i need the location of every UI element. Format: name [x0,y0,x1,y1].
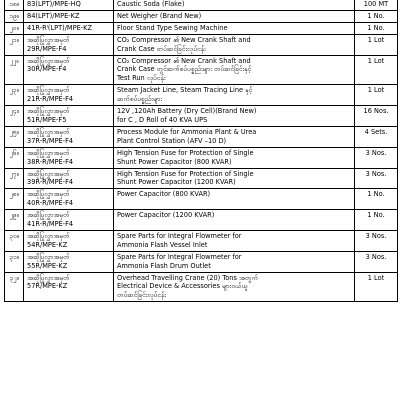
quantity-cell: 3 Nos. [355,168,398,189]
reference-line: အဆိုပြုလွှာအမှတ် [27,35,70,44]
reference-line: အဆိုပြုလွှာအမှတ် [27,190,70,199]
description-cell [114,10,355,22]
reference-cell [24,126,114,147]
reference-line: အဆိုပြုလွှာအမှတ် [27,211,70,220]
reference-line: အဆိုပြုလွှာအမှတ် [27,86,70,95]
description-line: Overhead Travelling Crane (20) Tons အတွက် [117,273,258,282]
item-number: ၁၉။ [5,10,24,22]
reference-line: 37R-R/MPE-F4 [27,136,74,145]
reference-line: အဆိုပြုလွှာအမှတ် [27,127,70,136]
table-row [5,0,398,10]
reference-line: အဆိုပြုလွှာအမှတ် [27,252,70,261]
item-number: ၂၉။ [5,210,24,231]
description-line: Spare Parts for Integral Flowmeter for [117,231,242,240]
quantity-cell: 3 Nos. [355,147,398,168]
table-row [5,55,398,85]
reference-line: 40R-R/MPE-F4 [27,199,74,208]
description-line: CO₂ Compressor ၏ New Crank Shaft and [117,56,251,65]
quantity-cell: 1 No. [355,22,398,34]
item-number: ၂၂။ [5,55,24,85]
reference-line: အဆိုပြုလွှာအမှတ် [27,148,70,157]
tender-items-body [5,0,398,302]
reference-cell [24,147,114,168]
table-row [5,272,398,302]
reference-line: အဆိုပြုလွှာအမှတ် [27,231,70,240]
quantity-cell: 1 Lot [355,34,398,55]
table-row [5,230,398,251]
item-number: ၃၂။ [5,272,24,302]
quantity-cell: 3 Nos. [355,230,398,251]
item-number: ၂၅။ [5,126,24,147]
description-cell [114,0,355,10]
table-row [5,168,398,189]
table-row [5,22,398,34]
reference-cell [24,230,114,251]
description-cell [114,189,355,210]
quantity-cell: 4 Sets. [355,126,398,147]
reference-cell [24,210,114,231]
reference-line: 41R-Rᴵ(LPT)/MPE-KZ [27,23,92,32]
item-number: ၂၁။ [5,34,24,55]
description-line: Net Weigher (Brand New) [117,11,202,20]
description-line: တပ်ဆင်ခြင်းလုပ်ငန်း [117,291,167,300]
description-cell [114,147,355,168]
table-row [5,210,398,231]
quantity-cell: 3 Nos. [355,251,398,272]
description-line: Floor Stand Type Sewing Machine [117,23,228,32]
table-row [5,189,398,210]
reference-cell [24,22,114,34]
item-number: ၃၀။ [5,230,24,251]
reference-line: 83(LPT)/MPE-HQ [27,0,81,8]
description-line: Ammonia Flash Drum Outlet [117,261,211,270]
item-number: ၂၄။ [5,106,24,127]
reference-cell [24,0,114,10]
reference-line: 30R/MPE-F4 [27,65,67,74]
reference-line: 55R/MPE-KZ [27,261,68,270]
description-line: ဆက်စပ်ပစ္စည်းများ [117,95,163,104]
description-line: Test Run လုပ်ငန်း [117,74,166,83]
table-row [5,85,398,106]
description-line: Power Capacitor (1200 KVAR) [117,211,215,220]
reference-line: 51R/MPE-F5 [27,115,67,124]
item-number: ၁၈။ [5,0,24,10]
table-row [5,251,398,272]
reference-cell [24,272,114,302]
reference-line: 41R-R/MPE-F4 [27,220,74,229]
item-number: ၂၈။ [5,189,24,210]
reference-cell [24,55,114,85]
reference-cell [24,34,114,55]
description-cell [114,251,355,272]
description-cell [114,55,355,85]
description-cell [114,230,355,251]
quantity-cell: 1 Lot [355,85,398,106]
description-line: Electrical Device & Accessories များဝယ်ယူ [117,282,248,291]
quantity-cell: 1 No. [355,10,398,22]
description-cell [114,272,355,302]
reference-cell [24,106,114,127]
reference-cell [24,10,114,22]
reference-cell [24,189,114,210]
item-number: ၂၃။ [5,85,24,106]
description-line: High Tension Fuse for Protection of Single [117,169,254,178]
description-cell [114,85,355,106]
description-line: Steam Jacket Line, Steam Tracing Line နှင့် [117,86,253,95]
item-number: ၃၁။ [5,251,24,272]
item-number: ၂၀။ [5,22,24,34]
description-line: High Tension Fuse for Protection of Single [117,148,254,157]
description-cell [114,22,355,34]
reference-cell [24,85,114,106]
reference-line: 21R-R/MPE-F4 [27,95,74,104]
quantity-cell: 1 Lot [355,272,398,302]
table-row [5,10,398,22]
description-line: Caustic Soda (Flake) [117,0,185,8]
reference-line: အဆိုပြုလွှာအမှတ် [27,169,70,178]
description-line: Crank Case တွင်ဆက်စပ်ပစ္စည်းများ တပ်ဆင်ခြင်းနှင့် [117,65,252,74]
item-number: ၂၇။ [5,168,24,189]
description-line: Ammonia Flash Vessel Inlet [117,240,208,249]
description-line: Shunt Power Capacitor (800 KVAR) [117,157,232,166]
table-row [5,147,398,168]
description-cell [114,106,355,127]
description-line: Plant Control Station (AFV –10 D) [117,136,227,145]
description-line: Process Module for Ammonia Plant & Urea [117,127,257,136]
description-line: Shunt Power Capacitor (1200 KVAR) [117,178,236,187]
description-cell [114,34,355,55]
reference-line: 38R-R/MPE-F4 [27,157,74,166]
description-line: for C , D Roll of 40 KVA UPS [117,115,208,124]
description-line: 12V ,120Ah Battery (Dry Cell)(Brand New) [117,107,257,116]
description-cell [114,210,355,231]
table-row [5,106,398,127]
reference-line: 39R-R/MPE-F4 [27,178,74,187]
reference-line: အဆိုပြုလွှာအမှတ် [27,56,70,65]
reference-line: 84(LPT)/MPE-KZ [27,11,80,20]
reference-line: 54R/MPE-KZ [27,240,68,249]
reference-line: 57R/MPE-KZ [27,282,68,291]
reference-line: အဆိုပြုလွှာအမှတ် [27,107,70,116]
description-line: Power Capacitor (800 KVAR) [117,190,211,199]
reference-line: 29R/MPE-F4 [27,44,67,53]
quantity-cell: 16 Nos. [355,106,398,127]
table-row [5,34,398,55]
quantity-cell: 1 Lot [355,55,398,85]
tender-items-table [4,0,398,302]
description-cell [114,168,355,189]
reference-cell [24,168,114,189]
reference-line: အဆိုပြုလွှာအမှတ် [27,273,70,282]
quantity-cell: 1 No. [355,189,398,210]
quantity-cell: 100 MT [355,0,398,10]
description-cell [114,126,355,147]
reference-cell [24,251,114,272]
table-row [5,126,398,147]
description-line: CO₂ Compressor ၏ New Crank Shaft and [117,35,251,44]
description-line: Crank Case တပ်ဆင်ခြင်းလုပ်ငန်း [117,44,206,53]
description-line: Spare Parts for Integral Flowmeter for [117,252,242,261]
quantity-cell: 1 No. [355,210,398,231]
item-number: ၂၆။ [5,147,24,168]
